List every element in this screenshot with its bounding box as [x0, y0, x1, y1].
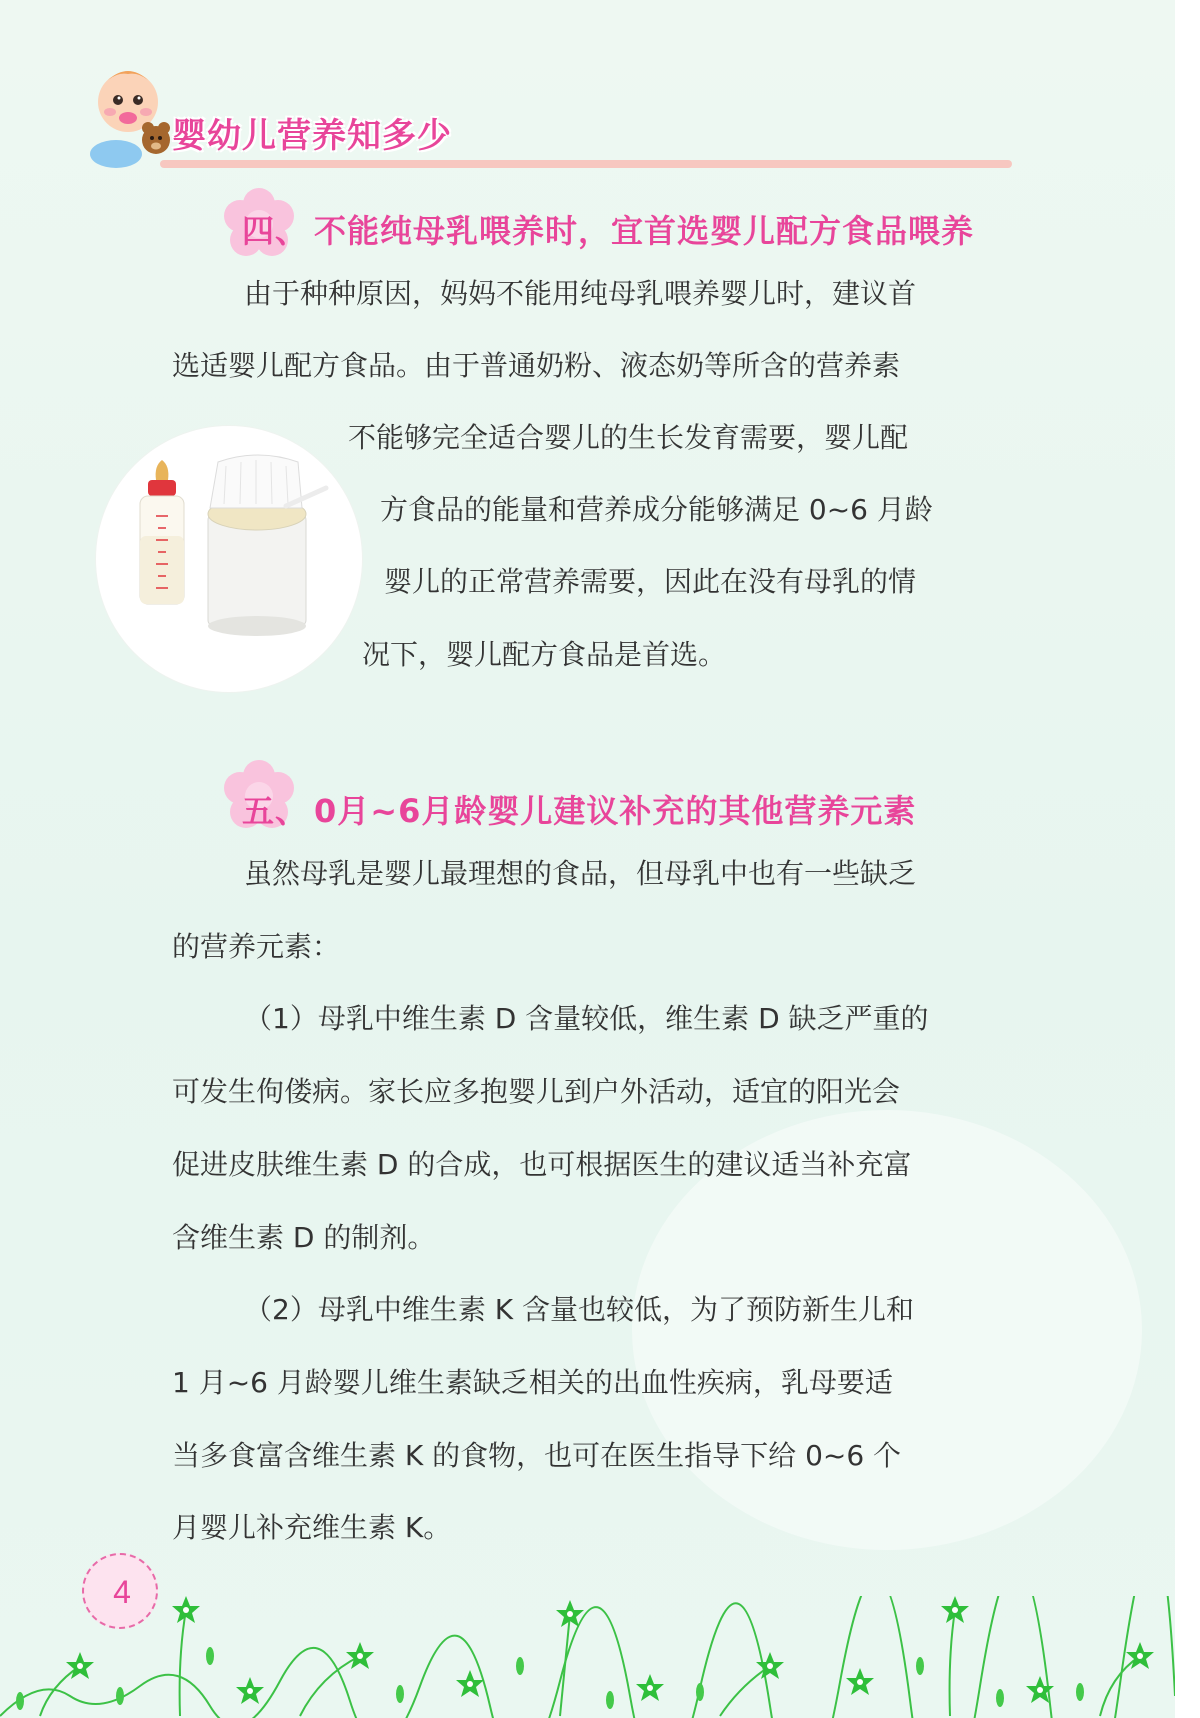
green-floral-border-icon [0, 1596, 1175, 1718]
page-margin [1175, 0, 1200, 1718]
section-5-line-8: 1 月~6 月龄婴儿维生素缺乏相关的出血性疾病，乳母要适 [172, 1366, 893, 1399]
section-4-line-1: 由于种种原因，妈妈不能用纯母乳喂养婴儿时，建议首 [244, 277, 917, 310]
section-4-heading [242, 206, 974, 252]
baby-bottle-formula-can-icon [96, 426, 362, 692]
section-4-line-5: 婴儿的正常营养需要，因此在没有母乳的情 [384, 565, 917, 598]
section-4-line-6: 况下，婴儿配方食品是首选。 [362, 638, 727, 671]
section-5-number: 五、 [242, 792, 309, 830]
section-5-heading [242, 786, 916, 832]
formula-illustration [96, 426, 362, 692]
section-5-line-1: 虽然母乳是婴儿最理想的食品，但母乳中也有一些缺乏 [244, 857, 917, 890]
section-4-line-3: 不能够完全适合婴儿的生长发育需要，婴儿配 [348, 421, 909, 454]
section-5-line-4: 可发生佝偻病。家长应多抱婴儿到户外活动，适宜的阳光会 [172, 1075, 901, 1108]
section-5-line-2: 的营养元素： [172, 930, 341, 963]
section-5-line-10: 月婴儿补充维生素 K。 [172, 1511, 452, 1544]
baby-with-teddy-icon [88, 62, 178, 172]
section-5-line-3: （1）母乳中维生素 D 含量较低，维生素 D 缺乏严重的 [244, 1002, 929, 1035]
section-4-number: 四、 [242, 212, 309, 250]
section-5-line-5: 促进皮肤维生素 D 的合成，也可根据医生的建议适当补充富 [172, 1148, 912, 1181]
header-title: 婴幼儿营养知多少 [172, 116, 452, 156]
section-5-line-9: 当多食富含维生素 K 的食物，也可在医生指导下给 0~6 个 [172, 1439, 902, 1472]
section-5-line-7: （2）母乳中维生素 K 含量也较低，为了预防新生儿和 [244, 1293, 914, 1326]
section-4-line-2: 选适婴儿配方食品。由于普通奶粉、液态奶等所含的营养素 [172, 349, 901, 382]
section-4-title: 不能纯母乳喂养时，宜首选婴儿配方食品喂养 [314, 212, 975, 250]
page-number: 4 [113, 1574, 131, 1610]
section-5-line-6: 含维生素 D 的制剂。 [172, 1221, 436, 1254]
header-divider [160, 160, 1012, 168]
section-5-title: 0月~6月龄婴儿建议补充的其他营养元素 [314, 792, 917, 830]
section-4-line-4: 方食品的能量和营养成分能够满足 0~6 月龄 [380, 493, 933, 526]
